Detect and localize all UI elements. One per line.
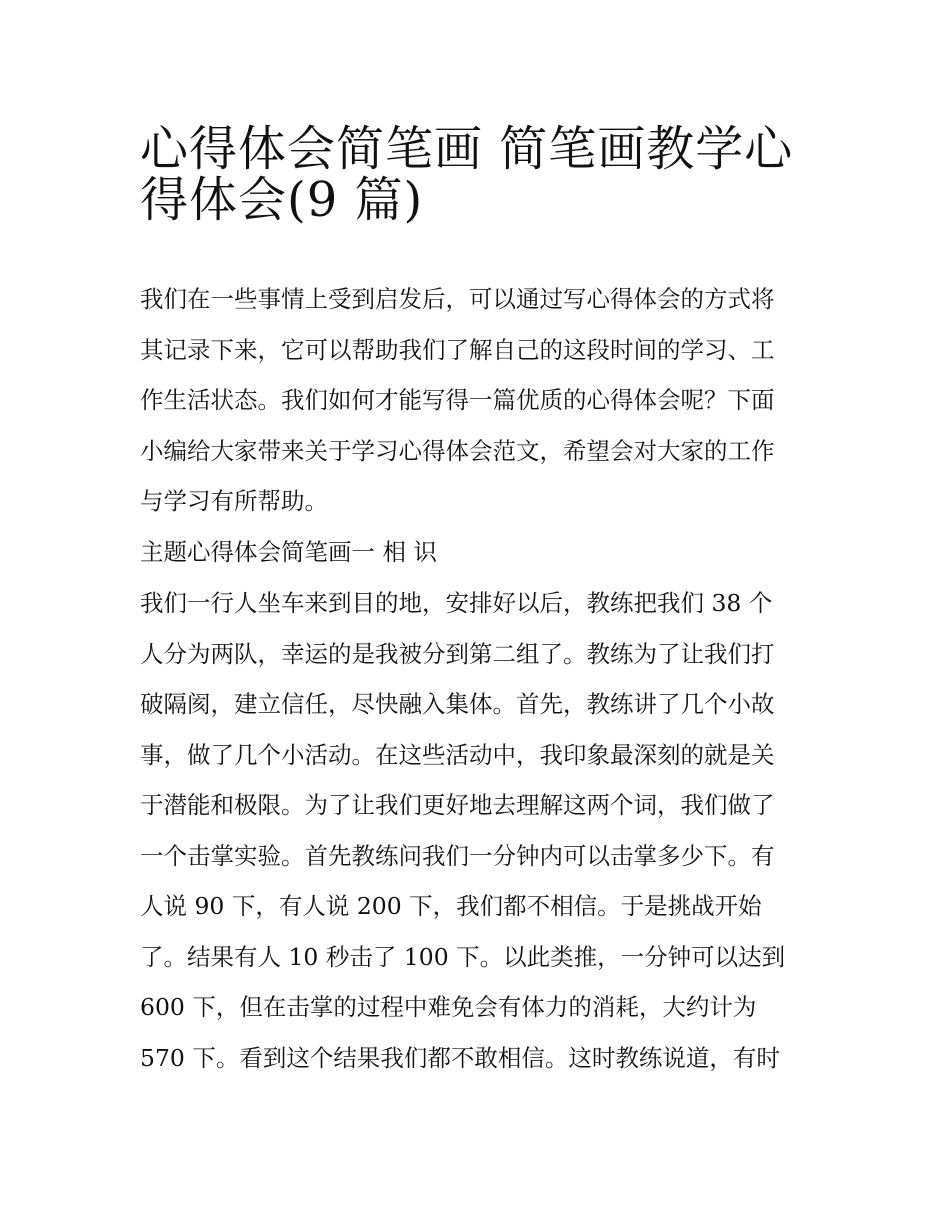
title-line: 心得体会简笔画 简笔画教学心 [140,121,794,177]
story-line: 570 下。看到这个结果我们都不敢相信。这时教练说道，有时 [140,1043,780,1072]
story-line: 600 下，但在击掌的过程中难免会有体力的消耗，大约计为 [140,993,757,1021]
intro-line: 我们在一些事情上受到启发后，可以通过写心得体会的方式将 [140,285,775,313]
title-line: 得体会(9 篇) [140,171,424,228]
intro-paragraph [140,274,820,527]
story-line: 一个击掌实验。首先教练问我们一分钟内可以击掌多少下。有 [140,841,775,870]
intro-line: 其记录下来，它可以帮助我们了解自己的这段时间的学习、工 [140,335,775,364]
intro-line: 与学习有所帮助。 [140,487,328,515]
story-line: 人说 90 下，有人说 200 下，我们都不相信。于是挑战开始 [140,892,762,920]
story-line: 事，做了几个小活动。在这些活动中，我印象最深刻的就是关 [140,740,775,769]
story-paragraph [140,578,820,1083]
story-line: 人分为两队，幸运的是我被分到第二组了。教练为了让我们打 [140,639,775,668]
document-title [140,112,820,228]
intro-line: 小编给大家带来关于学习心得体会范文，希望会对大家的工作 [140,436,775,465]
intro-line: 作生活状态。我们如何才能写得一篇优质的心得体会呢？下面 [140,386,775,414]
story-line: 了。结果有人 10 秒击了 100 下。以此类推，一分钟可以达到 [140,942,786,971]
section-heading: 主题心得体会简笔画一 相 识 [140,538,437,566]
story-line: 我们一行人坐车来到目的地，安排好以后，教练把我们 38 个 [140,589,773,617]
story-line: 破隔阂，建立信任，尽快融入集体。首先，教练讲了几个小故 [140,690,775,718]
story-line: 于潜能和极限。为了让我们更好地去理解这两个词，我们做了 [140,791,775,819]
